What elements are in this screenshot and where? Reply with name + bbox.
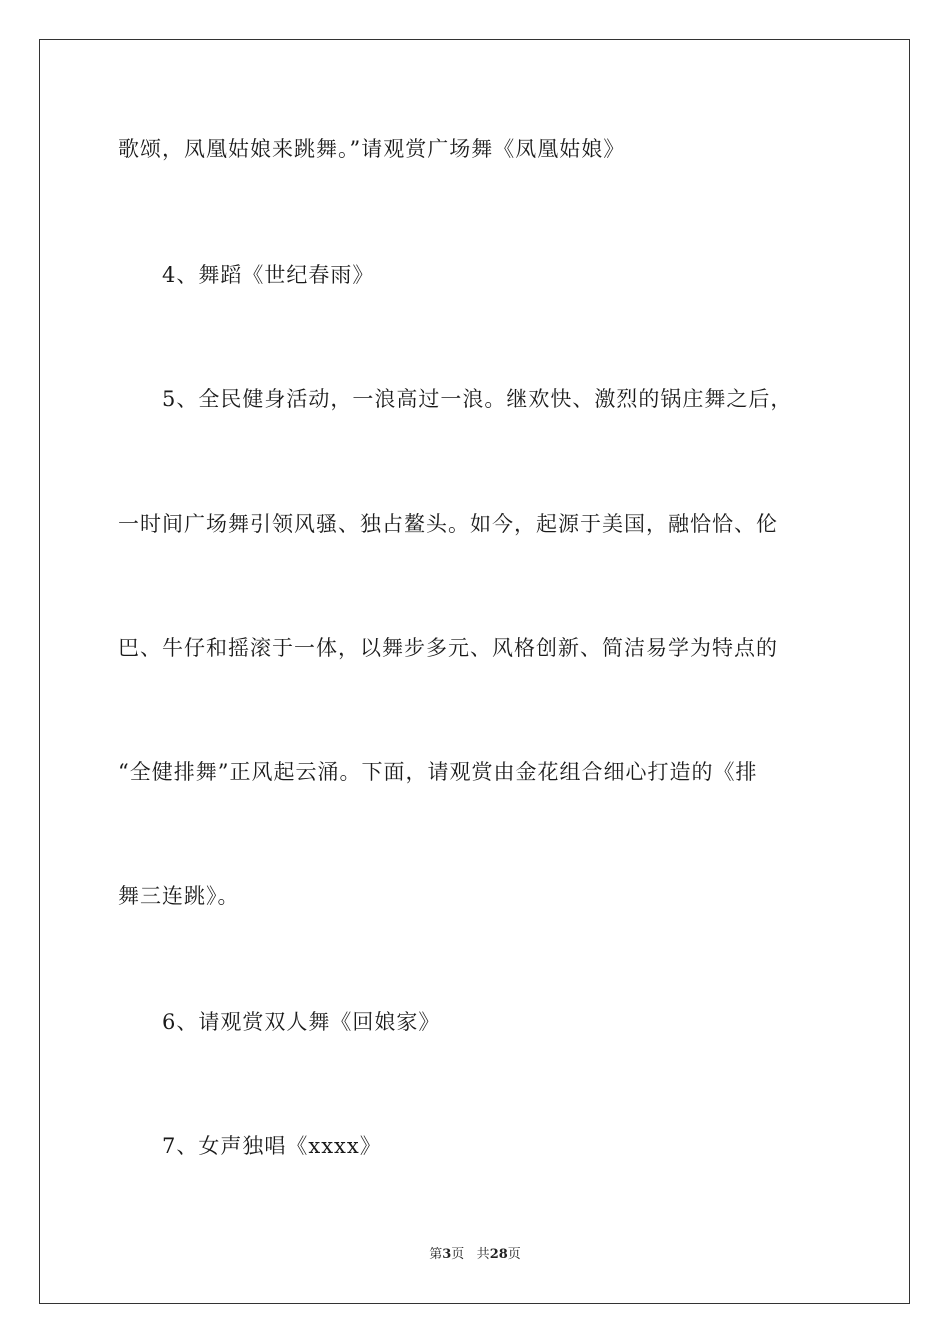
list-item-6: 6、请观赏双人舞《回娘家》 (162, 1010, 441, 1034)
page-suffix: 页 (451, 1247, 465, 1262)
list-item-7: 7、女声独唱《xxxx》 (162, 1134, 382, 1158)
body-text-line: “全健排舞”正风起云涌。下面，请观赏由金花组合细心打造的《排 (118, 760, 758, 784)
list-item-5: 5、全民健身活动，一浪高过一浪。继欢快、激烈的锅庄舞之后， (162, 387, 793, 411)
total-suffix: 页 (507, 1247, 521, 1262)
body-text-line: 一时间广场舞引领风骚、独占鳌头。如今，起源于美国，融恰恰、伦 (118, 512, 778, 536)
page-footer (0, 1246, 950, 1264)
total-prefix: 共 (476, 1247, 490, 1262)
body-text-line: 舞三连跳》。 (118, 884, 240, 908)
body-text-line: 巴、牛仔和摇滚于一体，以舞步多元、风格创新、简洁易学为特点的 (118, 636, 778, 660)
body-text-line: 歌颂，凤凰姑娘来跳舞。”请观赏广场舞《凤凰姑娘》 (118, 137, 626, 161)
total-pages: 28 (489, 1247, 508, 1262)
page-border (39, 39, 910, 1304)
list-item-4: 4、舞蹈《世纪春雨》 (162, 263, 375, 287)
page-number: 3 (442, 1247, 452, 1262)
page-prefix: 第 (429, 1247, 443, 1262)
